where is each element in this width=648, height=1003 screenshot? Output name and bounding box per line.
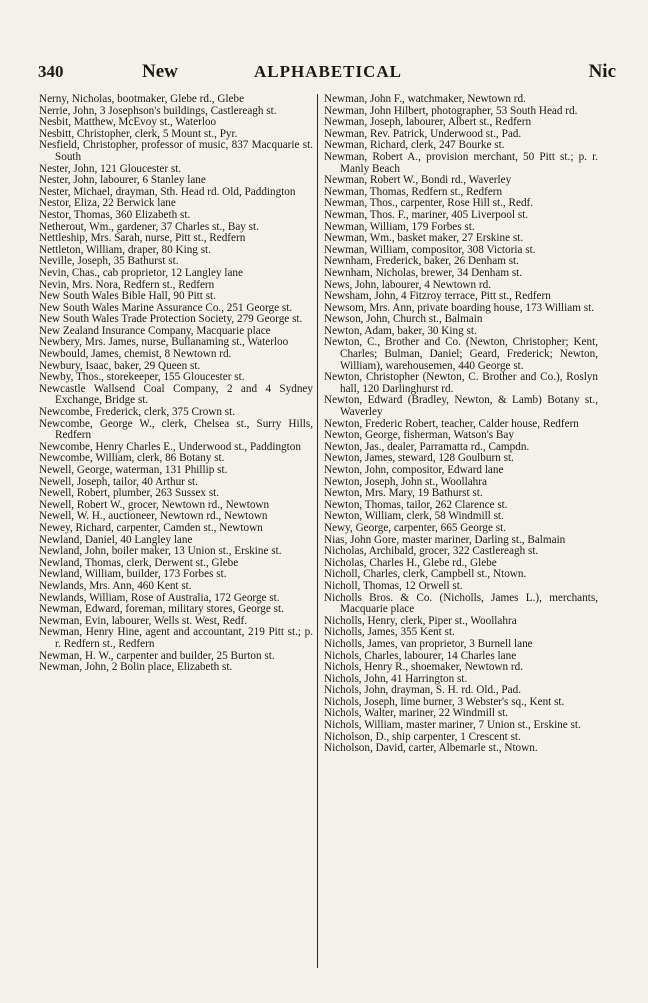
- directory-entry: Newman, William, compositor, 308 Victoria st.: [324, 243, 536, 256]
- directory-entry: Newcombe, Frederick, clerk, 375 Crown st.: [39, 406, 236, 419]
- header-right-word: Nic: [588, 61, 616, 82]
- directory-entry: Newton, Edward (Bradley, Newton, & Lamb) Botany st., Waverley: [324, 394, 598, 419]
- header-left-word: New: [142, 61, 178, 82]
- directory-entry: Nicholl, Charles, clerk, Campbell st., Ntown.: [324, 568, 527, 581]
- directory-entry: Newland, Daniel, 40 Langley lane: [39, 533, 193, 546]
- directory-entry: Newey, Richard, carpenter, Camden st., Newtown: [39, 521, 263, 534]
- directory-entry: Nicholls, Henry, clerk, Piper st., Woollahra: [324, 614, 517, 627]
- directory-entry: Nerrie, John, 3 Josephson's buildings, Castlereagh st.: [39, 104, 277, 117]
- directory-entry: Newell, George, waterman, 131 Phillip st.: [39, 464, 228, 476]
- directory-entry: Nichols, John, drayman, S. H. rd. Old., Pad.: [324, 684, 522, 697]
- directory-entry: Nesfield, Christopher, professor of music, 837 Macquarie st. South: [39, 139, 313, 163]
- directory-entry: Newman, Rev. Patrick, Underwood st., Pad.: [324, 127, 522, 140]
- directory-entry: Nicholl, Thomas, 12 Orwell st.: [324, 579, 463, 592]
- directory-entry: Newby, Thos., storekeeper, 155 Gloucester st.: [39, 371, 245, 384]
- directory-entry: News, John, labourer, 4 Newtown rd.: [324, 278, 492, 291]
- directory-entry: Newton, Frederic Robert, teacher, Calder house, Redfern: [324, 417, 579, 430]
- directory-entry: Newland, William, builder, 173 Forbes st.: [39, 568, 227, 581]
- directory-entry: Nester, Michael, drayman, Sth. Head rd. Old, Paddington: [39, 185, 296, 198]
- directory-entry: Newton, John, compositor, Edward lane: [324, 464, 504, 476]
- directory-entry: Nicholls, James, 355 Kent st.: [324, 626, 455, 639]
- directory-entry: Newman, Wm., basket maker, 27 Erskine st.: [324, 232, 524, 245]
- directory-entry: Newman, Thos. F., mariner, 405 Liverpool st.: [324, 208, 529, 221]
- directory-entry: Nettleship, Mrs. Sarah, nurse, Pitt st., Redfern: [39, 232, 246, 245]
- directory-entry: Newcastle Wallsend Coal Company, 2 and 4 Sydney Exchange, Bridge st.: [39, 382, 313, 407]
- directory-entry: Nicholas, Archibald, grocer, 322 Castlereagh st.: [324, 545, 539, 558]
- directory-entry: Nichols, Joseph, lime burner, 3 Webster's sq., Kent st.: [324, 695, 565, 708]
- directory-entry: Newlands, Mrs. Ann, 460 Kent st.: [39, 579, 192, 592]
- directory-entry: Newbury, Isaac, baker, 29 Queen st.: [39, 359, 201, 372]
- directory-entry: Nestor, Thomas, 360 Elizabeth st.: [39, 208, 191, 221]
- directory-entry: New South Wales Marine Assurance Co., 251 George st.: [39, 301, 293, 314]
- directory-entry: Nicholson, David, carter, Albemarle st., Ntown.: [324, 742, 538, 755]
- directory-entry: Nichols, John, 41 Harrington st.: [324, 672, 468, 685]
- directory-entry: Newnham, Frederick, baker, 26 Denham st.: [324, 255, 519, 268]
- directory-entry: Newman, John F., watchmaker, Newtown rd.: [324, 93, 526, 105]
- directory-entry: Newman, H. W., carpenter and builder, 25 Burton st.: [39, 649, 275, 662]
- directory-entry: Newman, Edward, foreman, military stores, George st.: [39, 603, 284, 616]
- directory-entry: Newman, Robert W., Bondi rd., Waverley: [324, 174, 512, 187]
- directory-entry: Newton, Joseph, John st., Woollahra: [324, 475, 487, 488]
- directory-entry: Nichols, William, master mariner, 7 Union st., Erskine st.: [324, 719, 581, 732]
- directory-entry: New South Wales Bible Hall, 90 Pitt st.: [39, 290, 216, 303]
- directory-entry: Newbery, Mrs. James, nurse, Bullanaming st., Waterloo: [39, 336, 289, 349]
- directory-entry: Nester, John, 121 Gloucester st.: [39, 162, 182, 175]
- directory-entry: Newcombe, George W., clerk, Chelsea st., Surry Hills, Redfern: [39, 417, 313, 442]
- directory-entry: Newman, Joseph, labourer, Albert st., Redfern: [324, 116, 532, 129]
- left-column: [39, 94, 313, 674]
- directory-entry: Newton, Adam, baker, 30 King st.: [324, 324, 477, 337]
- directory-entry: Nester, John, labourer, 6 Stanley lane: [39, 174, 206, 187]
- directory-entry: Newbould, James, chemist, 8 Newtown rd.: [39, 348, 232, 361]
- directory-entry: Nesbitt, Christopher, clerk, 5 Mount st., Pyr.: [39, 127, 238, 140]
- directory-entry: Nicholson, D., ship carpenter, 1 Crescent st.: [324, 730, 521, 743]
- directory-entry: Nias, John Gore, master mariner, Darling st., Balmain: [324, 533, 566, 546]
- right-column: [324, 94, 598, 755]
- directory-entry: Newton, Mrs. Mary, 19 Bathurst st.: [324, 487, 483, 500]
- directory-entry: Nettleton, William, draper, 80 King st.: [39, 243, 211, 256]
- directory-entry: Newson, John, Church st., Balmain: [324, 313, 483, 326]
- directory-entry: Newcombe, William, clerk, 86 Botany st.: [39, 452, 225, 465]
- directory-entry: Newton, James, steward, 128 Goulburn st.: [324, 452, 514, 465]
- directory-entry: Newton, C., Brother and Co. (Newton, Christopher; Kent, Charles; Bulman, Daniel; Geard, Frederick; Newton, William), warehousemen, 440 George st.: [324, 336, 598, 372]
- section-title: ALPHABETICAL: [254, 62, 403, 81]
- directory-entry: Nichols, Henry R., shoemaker, Newtown rd.: [324, 661, 524, 674]
- directory-entry: Netherout, Wm., gardener, 37 Charles st., Bay st.: [39, 220, 259, 233]
- directory-entry: Nevin, Mrs. Nora, Redfern st., Redfern: [39, 278, 215, 291]
- directory-entry: Newman, Evin, labourer, Wells st. West, Redf.: [39, 614, 247, 627]
- directory-entry: Neville, Joseph, 35 Bathurst st.: [39, 255, 179, 268]
- page-header: [38, 62, 616, 84]
- directory-entry: Nicholas, Charles H., Glebe rd., Glebe: [324, 556, 497, 569]
- directory-entry: Newell, Robert W., grocer, Newtown rd., Newtown: [39, 498, 270, 511]
- directory-entry: Newsom, Mrs. Ann, private boarding house, 173 William st.: [324, 301, 594, 314]
- directory-entry: Newman, Thomas, Redfern st., Redfern: [324, 185, 503, 198]
- directory-entry: Newton, George, fisherman, Watson's Bay: [324, 429, 514, 442]
- page-number: 340: [38, 62, 64, 81]
- directory-entry: New Zealand Insurance Company, Macquarie place: [39, 324, 271, 337]
- directory-entry: Newton, William, clerk, 58 Windmill st.: [324, 510, 504, 523]
- directory-entry: Newell, Robert, plumber, 263 Sussex st.: [39, 487, 220, 500]
- directory-entry: Newman, Thos., carpenter, Rose Hill st., Redf.: [324, 197, 534, 210]
- directory-entry: Nicholls Bros. & Co. (Nicholls, James L.), merchants, Macquarie place: [324, 591, 598, 616]
- directory-entry: Nicholls, James, van proprietor, 3 Burnell lane: [324, 637, 533, 650]
- directory-entry: Newell, W. H., auctioneer, Newtown rd., Newtown: [39, 510, 268, 523]
- directory-entry: Newlands, William, Rose of Australia, 172 George st.: [39, 591, 280, 604]
- directory-entry: Newman, William, 179 Forbes st.: [324, 220, 475, 233]
- directory-entry: Newman, John Hilbert, photographer, 53 South Head rd.: [324, 104, 578, 117]
- directory-entry: Newland, Thomas, clerk, Derwent st., Glebe: [39, 556, 239, 569]
- directory-entry: Nestor, Eliza, 22 Berwick lane: [39, 197, 176, 210]
- directory-entry: Nichols, Charles, labourer, 14 Charles lane: [324, 649, 517, 662]
- directory-entry: Newland, John, boiler maker, 13 Union st., Erskine st.: [39, 545, 282, 558]
- directory-entry: Newnham, Nicholas, brewer, 34 Denham st.: [324, 266, 523, 279]
- directory-entry: Newy, George, carpenter, 665 George st.: [324, 521, 507, 534]
- directory-entry: Newton, Christopher (Newton, C. Brother and Co.), Roslyn hall, 120 Darlinghurst rd.: [324, 371, 598, 395]
- directory-entry: Newsham, John, 4 Fitzroy terrace, Pitt st., Redfern: [324, 290, 551, 303]
- directory-entry: Newton, Jas., dealer, Parramatta rd., Campdn.: [324, 440, 530, 453]
- directory-entry: Nichols, Walter, mariner, 22 Windmill st.: [324, 707, 509, 720]
- directory-entry: New South Wales Trade Protection Society, 279 George st.: [39, 313, 303, 326]
- directory-entry: Nerny, Nicholas, bootmaker, Glebe rd., Glebe: [39, 93, 245, 105]
- directory-entry: Nevin, Chas., cab proprietor, 12 Langley lane: [39, 266, 243, 279]
- directory-entry: Nesbit, Matthew, McEvoy st., Waterloo: [39, 116, 217, 129]
- column-divider: [317, 94, 318, 968]
- directory-entry: Newcombe, Henry Charles E., Underwood st., Paddington: [39, 440, 301, 453]
- directory-entry: Newell, Joseph, tailor, 40 Arthur st.: [39, 475, 198, 488]
- directory-entry: Newman, John, 2 Bolin place, Elizabeth st.: [39, 661, 233, 674]
- directory-entry: Newman, Henry Hine, agent and accountant, 219 Pitt st.; p. r. Redfern st., Redfern: [39, 626, 313, 650]
- directory-entry: Newman, Robert A., provision merchant, 50 Pitt st.; p. r. Manly Beach: [324, 150, 598, 175]
- directory-entry: Newman, Richard, clerk, 247 Bourke st.: [324, 139, 505, 152]
- directory-entry: Newton, Thomas, tailor, 262 Clarence st.: [324, 498, 508, 511]
